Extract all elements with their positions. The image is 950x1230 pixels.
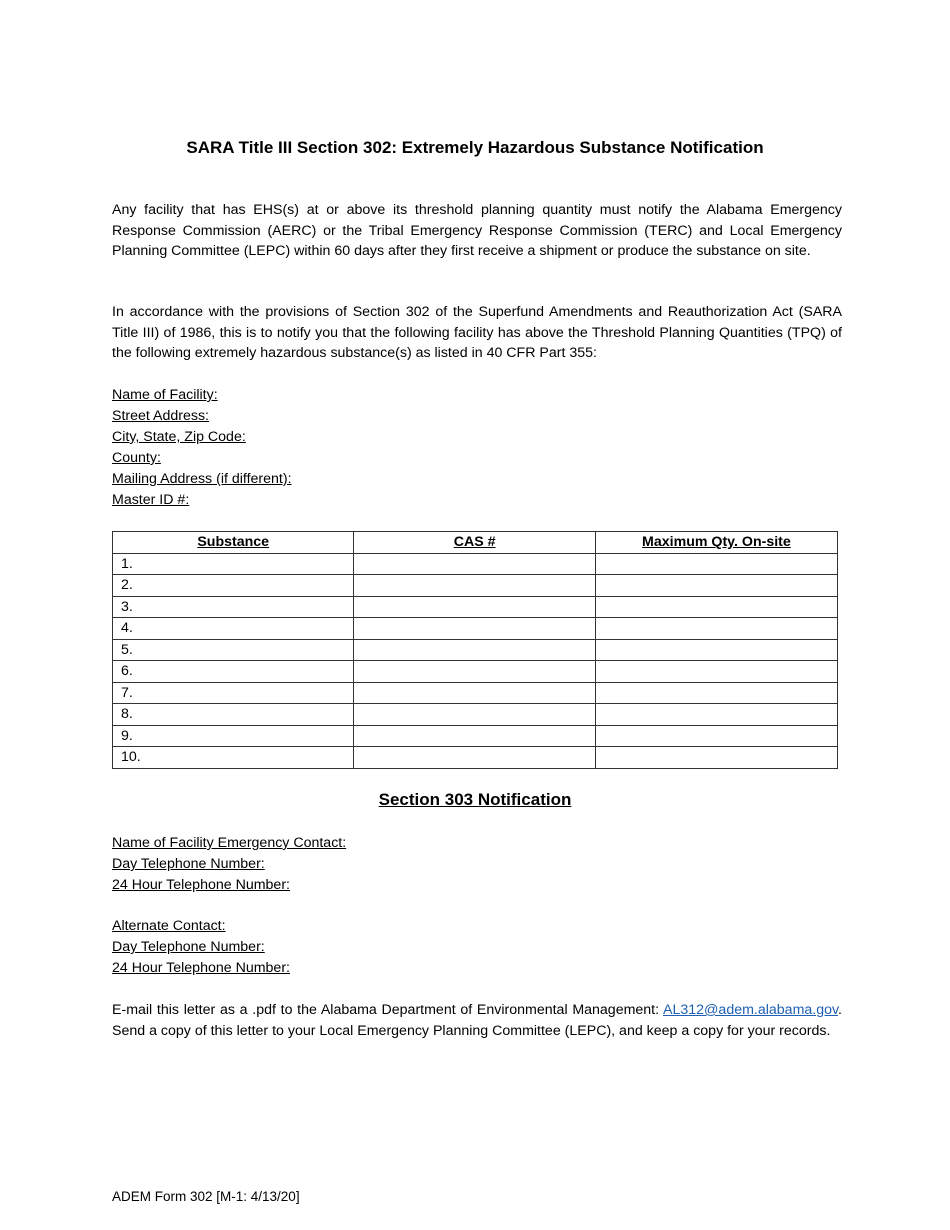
table-row xyxy=(113,639,838,661)
form-footer: ADEM Form 302 [M-1: 4/13/20] xyxy=(112,1189,300,1204)
email-link[interactable]: AL312@adem.alabama.gov xyxy=(663,1002,839,1018)
qty-cell[interactable] xyxy=(595,596,837,618)
table-row xyxy=(113,747,838,769)
substance-table xyxy=(112,531,838,769)
row-number: 4. xyxy=(113,618,354,640)
emergency-contact-fields xyxy=(112,833,346,896)
qty-cell[interactable] xyxy=(595,682,837,704)
row-number: 7. xyxy=(113,682,354,704)
field-24hr-telephone: 24 Hour Telephone Number: xyxy=(112,877,290,893)
field-county: County: xyxy=(112,450,161,466)
row-number: 10. xyxy=(113,747,354,769)
header-substance: Substance xyxy=(113,532,354,554)
qty-cell[interactable] xyxy=(595,661,837,683)
field-city-state-zip: City, State, Zip Code: xyxy=(112,429,246,445)
qty-cell[interactable] xyxy=(595,639,837,661)
field-facility-name: Name of Facility: xyxy=(112,387,218,403)
cas-cell[interactable] xyxy=(354,575,595,597)
cas-cell[interactable] xyxy=(354,704,595,726)
field-street-address: Street Address: xyxy=(112,408,209,424)
intro-paragraph: Any facility that has EHS(s) at or above its threshold planning quantity must notify the Alabama Emergency Response Commission (AERC) or the Tribal Emergency Response Commission (TERC) and Local Emergency Planning Committee (LEPC) within 60 days after they first receive a shipment or produce the substance on site. xyxy=(112,202,842,259)
cas-cell[interactable] xyxy=(354,639,595,661)
table-row xyxy=(113,596,838,618)
table-row xyxy=(113,661,838,683)
qty-cell[interactable] xyxy=(595,553,837,575)
table-row xyxy=(113,682,838,704)
field-mailing-address: Mailing Address (if different): xyxy=(112,471,292,487)
header-cas: CAS # xyxy=(354,532,595,554)
cas-cell[interactable] xyxy=(354,747,595,769)
row-number: 2. xyxy=(113,575,354,597)
email-instructions-paragraph xyxy=(112,1000,842,1041)
header-max-qty: Maximum Qty. On-site xyxy=(595,532,837,554)
row-number: 8. xyxy=(113,704,354,726)
alternate-contact-fields xyxy=(112,916,290,979)
cas-cell[interactable] xyxy=(354,596,595,618)
qty-cell[interactable] xyxy=(595,704,837,726)
provisions-paragraph: In accordance with the provisions of Section 302 of the Superfund Amendments and Reauthorization Act (SARA Title III) of 1986, this is to notify you that the following facility has above the Threshold Planning Quantities (TPQ) of the following extremely hazardous substance(s) as listed in 40 CFR Part 355: xyxy=(112,304,842,361)
section-303-title: Section 303 Notification xyxy=(378,790,572,809)
qty-cell[interactable] xyxy=(595,575,837,597)
row-number: 6. xyxy=(113,661,354,683)
field-day-telephone: Day Telephone Number: xyxy=(112,856,265,872)
qty-cell[interactable] xyxy=(595,747,837,769)
row-number: 9. xyxy=(113,725,354,747)
field-emergency-contact-name: Name of Facility Emergency Contact: xyxy=(112,835,347,851)
table-row xyxy=(113,725,838,747)
table-header-row xyxy=(113,532,838,554)
table-row xyxy=(113,704,838,726)
email-instructions-after: . Send a copy of this letter to your Local Emergency Planning Committee (LEPC), and keep a copy for your records. xyxy=(112,1002,842,1039)
cas-cell[interactable] xyxy=(354,682,595,704)
row-number: 1. xyxy=(113,553,354,575)
field-alternate-contact: Alternate Contact: xyxy=(112,918,226,934)
cas-cell[interactable] xyxy=(354,661,595,683)
table-row xyxy=(113,618,838,640)
qty-cell[interactable] xyxy=(595,725,837,747)
table-row xyxy=(113,553,838,575)
qty-cell[interactable] xyxy=(595,618,837,640)
cas-cell[interactable] xyxy=(354,725,595,747)
cas-cell[interactable] xyxy=(354,618,595,640)
row-number: 5. xyxy=(113,639,354,661)
field-alt-day-telephone: Day Telephone Number: xyxy=(112,939,265,955)
field-master-id: Master ID #: xyxy=(112,492,190,508)
email-instructions-before: E-mail this letter as a .pdf to the Alabama Department of Environmental Management: xyxy=(112,1002,663,1018)
page-title: SARA Title III Section 302: Extremely Hazardous Substance Notification xyxy=(186,138,764,157)
row-number: 3. xyxy=(113,596,354,618)
table-row xyxy=(113,575,838,597)
facility-fields xyxy=(112,385,292,511)
field-alt-24hr-telephone: 24 Hour Telephone Number: xyxy=(112,960,290,976)
cas-cell[interactable] xyxy=(354,553,595,575)
